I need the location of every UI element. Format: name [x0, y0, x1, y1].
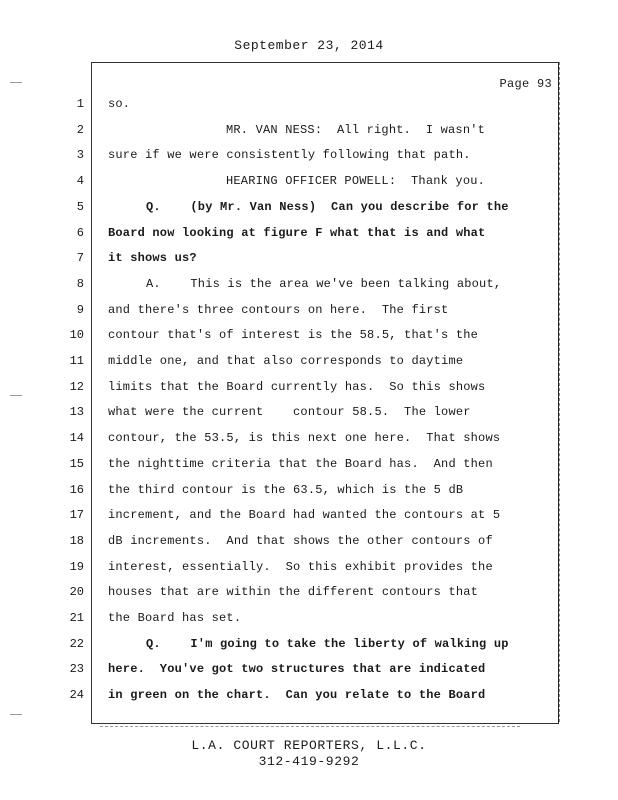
- line-number: 16: [69, 483, 84, 497]
- frame-right-rule: [559, 62, 561, 722]
- footer-rule: [100, 726, 520, 727]
- transcript-line: A. This is the area we've been talking about,: [146, 277, 502, 291]
- line-number: 4: [76, 174, 84, 188]
- line-number: 8: [76, 277, 84, 291]
- line-number: 18: [69, 534, 84, 548]
- line-number: 1: [76, 97, 84, 111]
- transcript-line: the Board has set.: [108, 611, 242, 625]
- transcript-line: so.: [108, 97, 131, 111]
- line-number: 20: [69, 585, 84, 599]
- transcript-line: in green on the chart. Can you relate to the Board: [108, 688, 486, 702]
- transcript-line: sure if we were consistently following that path.: [108, 148, 471, 162]
- transcript-line: HEARING OFFICER POWELL: Thank you.: [226, 174, 486, 188]
- line-number: 14: [69, 431, 84, 445]
- margin-mark: [10, 714, 22, 715]
- page-number: Page 93: [499, 77, 552, 91]
- transcript-line: Q. I'm going to take the liberty of walking up: [146, 637, 509, 651]
- transcript-line: Board now looking at figure F what that is and what: [108, 226, 486, 240]
- transcript-line: Q. (by Mr. Van Ness) Can you describe for the: [146, 200, 509, 214]
- transcript-line: middle one, and that also corresponds to daytime: [108, 354, 464, 368]
- line-number: 10: [69, 328, 84, 342]
- line-number: 11: [69, 354, 84, 368]
- transcript-line: it shows us?: [108, 251, 197, 265]
- transcript-line: contour, the 53.5, is this next one here. That shows: [108, 431, 501, 445]
- transcript-line: houses that are within the different contours that: [108, 585, 479, 599]
- transcript-line: here. You've got two structures that are indicated: [108, 662, 486, 676]
- transcript-line: contour that's of interest is the 58.5, that's the: [108, 328, 479, 342]
- margin-mark: [10, 395, 22, 396]
- line-number: 2: [76, 123, 84, 137]
- line-number: 15: [69, 457, 84, 471]
- transcript-line: limits that the Board currently has. So this shows: [108, 380, 486, 394]
- transcript-line: and there's three contours on here. The first: [108, 303, 449, 317]
- line-number: 19: [69, 560, 84, 574]
- line-number: 3: [76, 148, 84, 162]
- line-number: 17: [69, 508, 84, 522]
- footer-phone: 312-419-9292: [258, 754, 360, 769]
- header-date: September 23, 2014: [234, 38, 384, 53]
- transcript-line: MR. VAN NESS: All right. I wasn't: [226, 123, 486, 137]
- line-number: 5: [76, 200, 84, 214]
- footer-company: L.A. COURT REPORTERS, L.L.C.: [191, 738, 427, 753]
- line-number: 13: [69, 405, 84, 419]
- transcript-line: dB increments. And that shows the other contours of: [108, 534, 493, 548]
- line-number: 12: [69, 380, 84, 394]
- line-number: 21: [69, 611, 84, 625]
- transcript-line: interest, essentially. So this exhibit provides the: [108, 560, 493, 574]
- transcript-line: the nighttime criteria that the Board has. And then: [108, 457, 493, 471]
- line-number: 24: [69, 688, 84, 702]
- transcript-line: what were the current contour 58.5. The lower: [108, 405, 471, 419]
- line-number: 22: [69, 637, 84, 651]
- line-number: 23: [69, 662, 84, 676]
- margin-mark: [10, 82, 22, 83]
- line-number: 9: [76, 303, 84, 317]
- line-number: 7: [76, 251, 84, 265]
- line-number: 6: [76, 226, 84, 240]
- transcript-line: the third contour is the 63.5, which is the 5 dB: [108, 483, 464, 497]
- transcript-line: increment, and the Board had wanted the contours at 5: [108, 508, 501, 522]
